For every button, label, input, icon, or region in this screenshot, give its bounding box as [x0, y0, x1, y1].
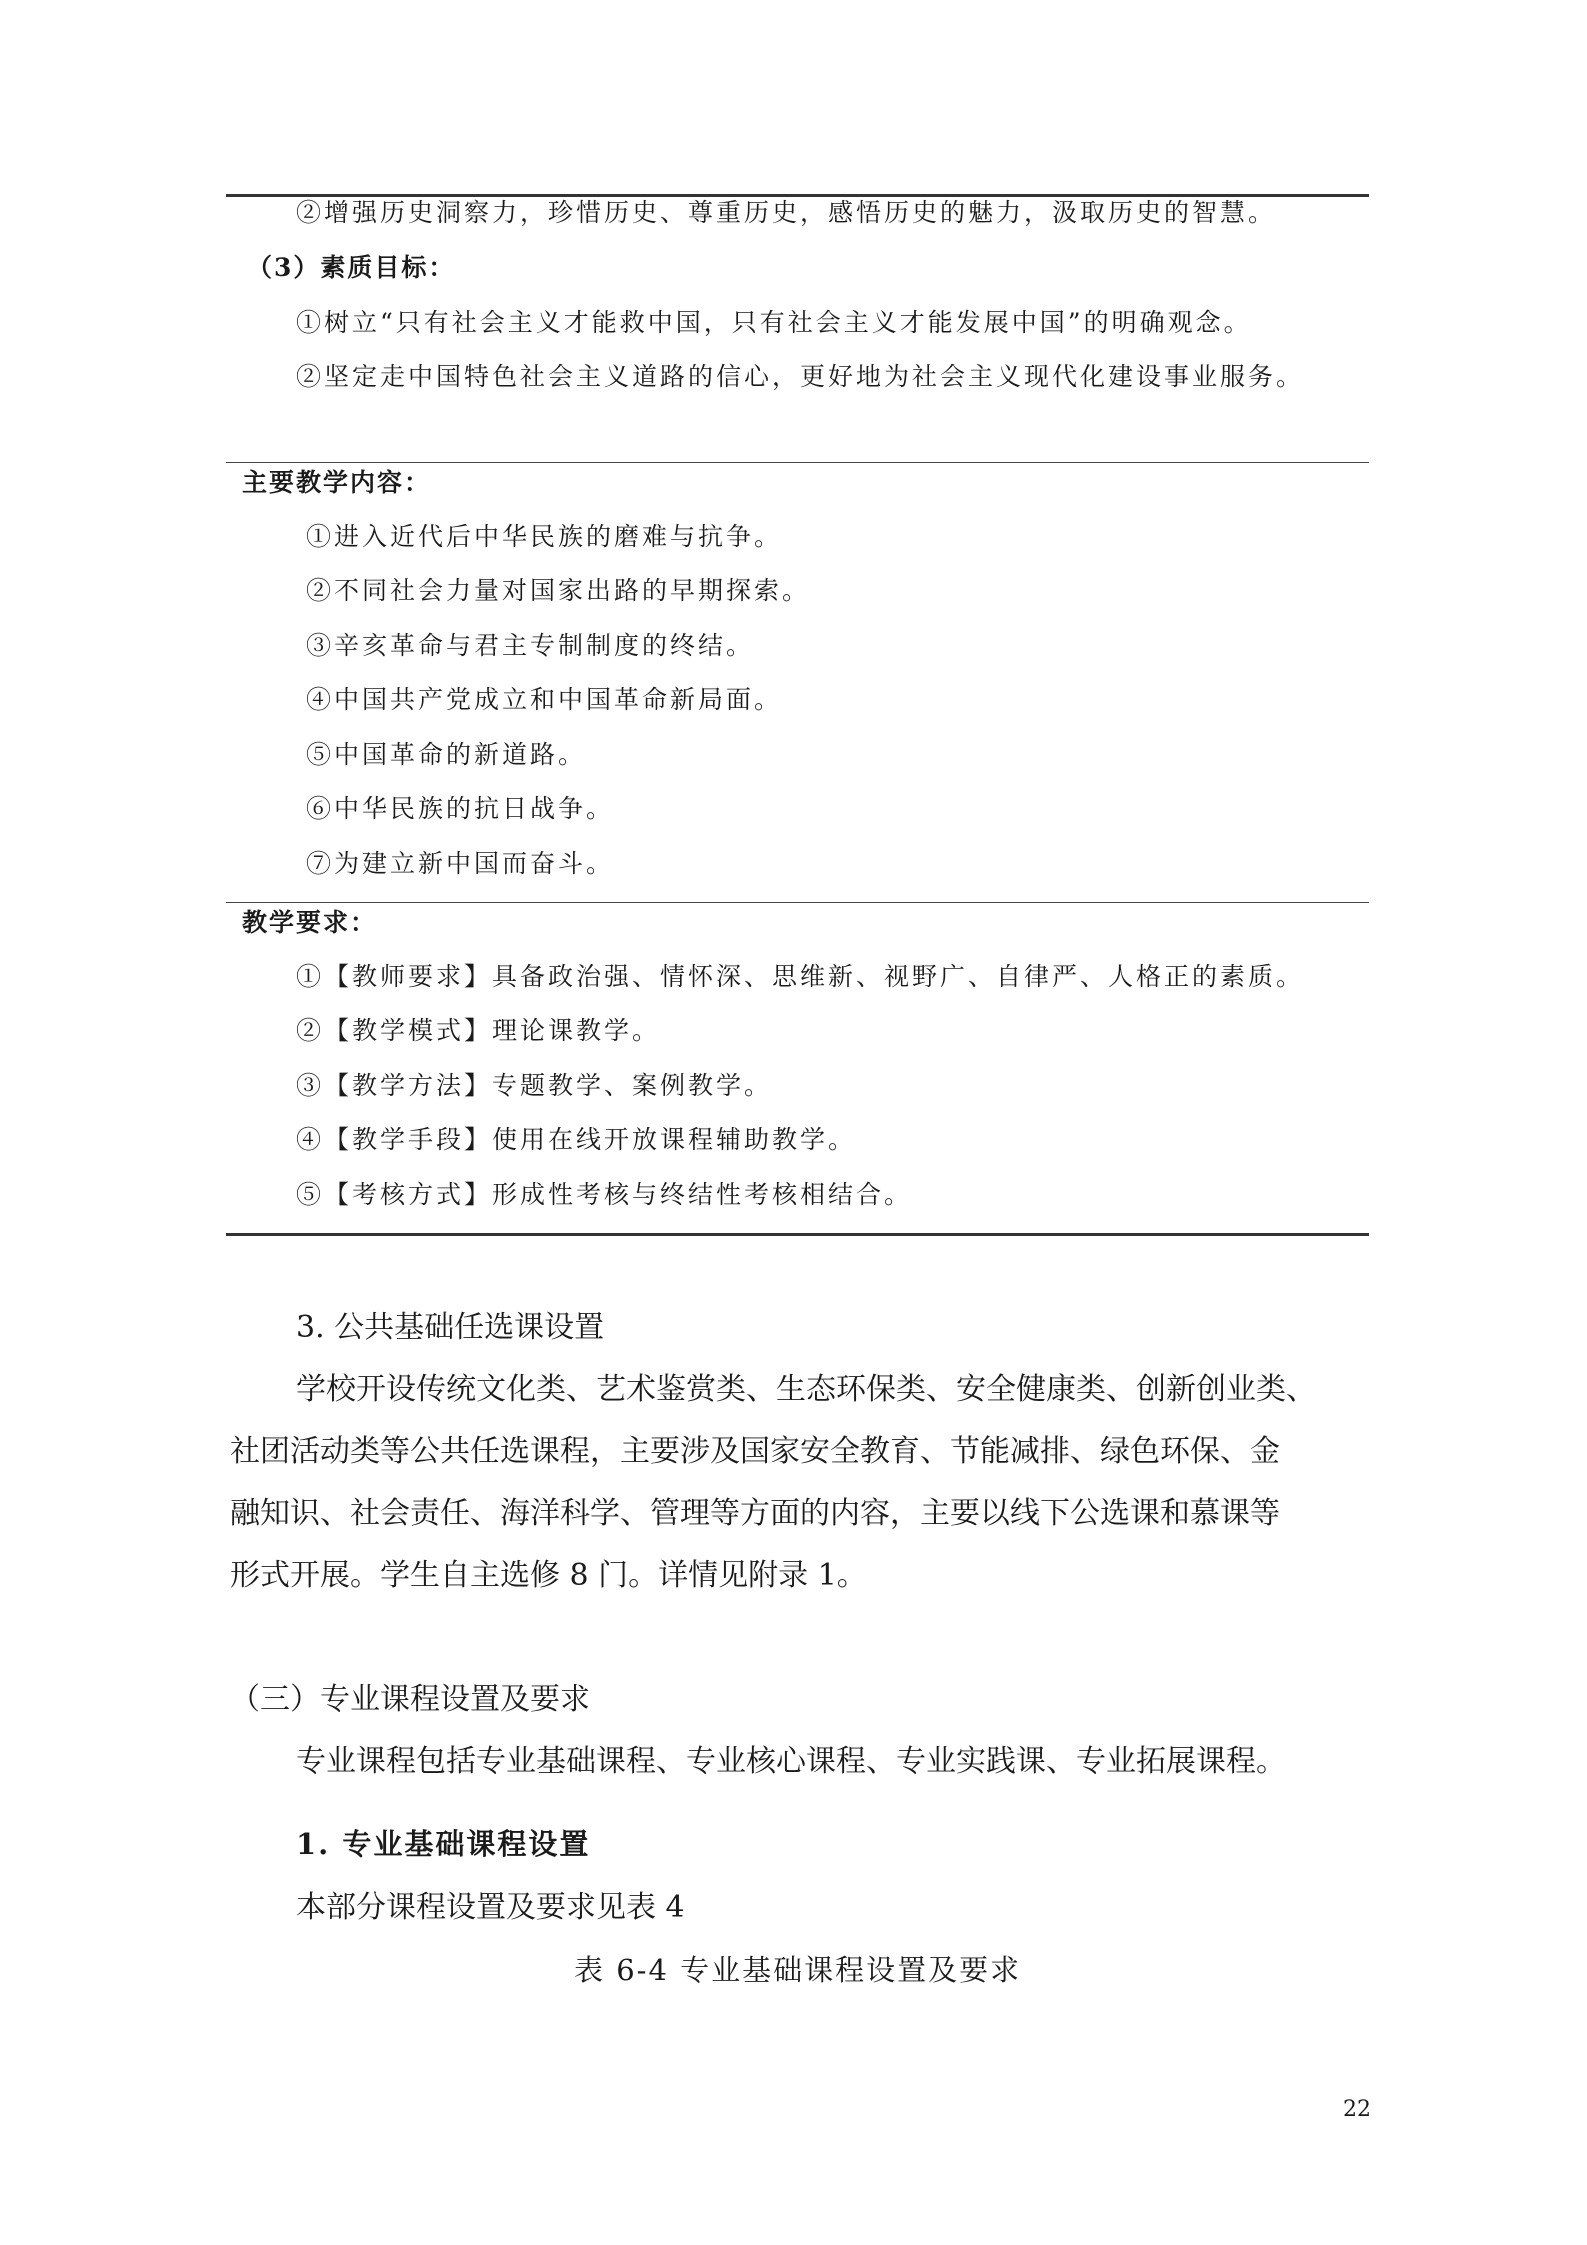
body-paragraph-line: 专业课程包括专业基础课程、专业核心课程、专业实践课、专业拓展课程。 — [296, 1744, 1286, 1779]
teaching-requirement-item: ①【教师要求】具备政治强、情怀深、思维新、视野广、自律严、人格正的素质。 — [296, 962, 1305, 991]
teaching-content-item: ②不同社会力量对国家出路的早期探索。 — [306, 576, 811, 605]
section-heading: 3. 公共基础任选课设置 — [296, 1310, 605, 1345]
teaching-content-item: ④中国共产党成立和中国革命新局面。 — [306, 685, 783, 714]
body-paragraph-line: 形式开展。学生自主选修 8 门。详情见附录 1。 — [230, 1558, 867, 1593]
goal-history-item: ②增强历史洞察力，珍惜历史、尊重历史，感悟历史的魅力，汲取历史的智慧。 — [296, 198, 1277, 227]
part-heading: （三）专业课程设置及要求 — [230, 1682, 590, 1717]
body-paragraph-line: 社团活动类等公共任选课程，主要涉及国家安全教育、节能减排、绿色环保、金 — [230, 1434, 1280, 1469]
table-caption: 表 6-4 专业基础课程设置及要求 — [574, 1953, 1022, 1987]
quality-goal-item: ②坚定走中国特色社会主义道路的信心，更好地为社会主义现代化建设事业服务。 — [296, 362, 1305, 391]
subsection-heading: 1. 专业基础课程设置 — [296, 1827, 591, 1861]
teaching-content-item: ③辛亥革命与君主专制制度的终结。 — [306, 631, 755, 660]
table-row-divider — [226, 462, 1369, 463]
teaching-requirement-item: ③【教学方法】专题教学、案例教学。 — [296, 1071, 773, 1100]
quality-goal-item: ①树立“只有社会主义才能救中国，只有社会主义才能发展中国”的明确观念。 — [296, 308, 1252, 337]
page-number: 22 — [1343, 2097, 1371, 2122]
quality-goal-label: （3）素质目标： — [247, 253, 456, 282]
teaching-content-item: ⑤中国革命的新道路。 — [306, 740, 587, 769]
teaching-content-item: ⑦为建立新中国而奋斗。 — [306, 849, 615, 878]
teaching-requirement-item: ⑤【考核方式】形成性考核与终结性考核相结合。 — [296, 1180, 913, 1209]
teaching-content-item: ①进入近代后中华民族的磨难与抗争。 — [306, 522, 783, 551]
body-paragraph-line: 本部分课程设置及要求见表 4 — [296, 1890, 685, 1925]
teaching-requirement-item: ④【教学手段】使用在线开放课程辅助教学。 — [296, 1125, 857, 1154]
teaching-content-item: ⑥中华民族的抗日战争。 — [306, 794, 615, 823]
body-paragraph-line: 融知识、社会责任、海洋科学、管理等方面的内容，主要以线下公选课和慕课等 — [230, 1496, 1280, 1531]
teaching-requirement-item: ②【教学模式】理论课教学。 — [296, 1016, 661, 1045]
teaching-content-label: 主要教学内容： — [242, 468, 432, 497]
table-bottom-rule — [226, 1233, 1369, 1236]
body-paragraph-line: 学校开设传统文化类、艺术鉴赏类、生态环保类、安全健康类、创新创业类、 — [296, 1372, 1316, 1407]
table-row-divider — [226, 902, 1369, 903]
teaching-requirements-label: 教学要求： — [242, 908, 378, 937]
